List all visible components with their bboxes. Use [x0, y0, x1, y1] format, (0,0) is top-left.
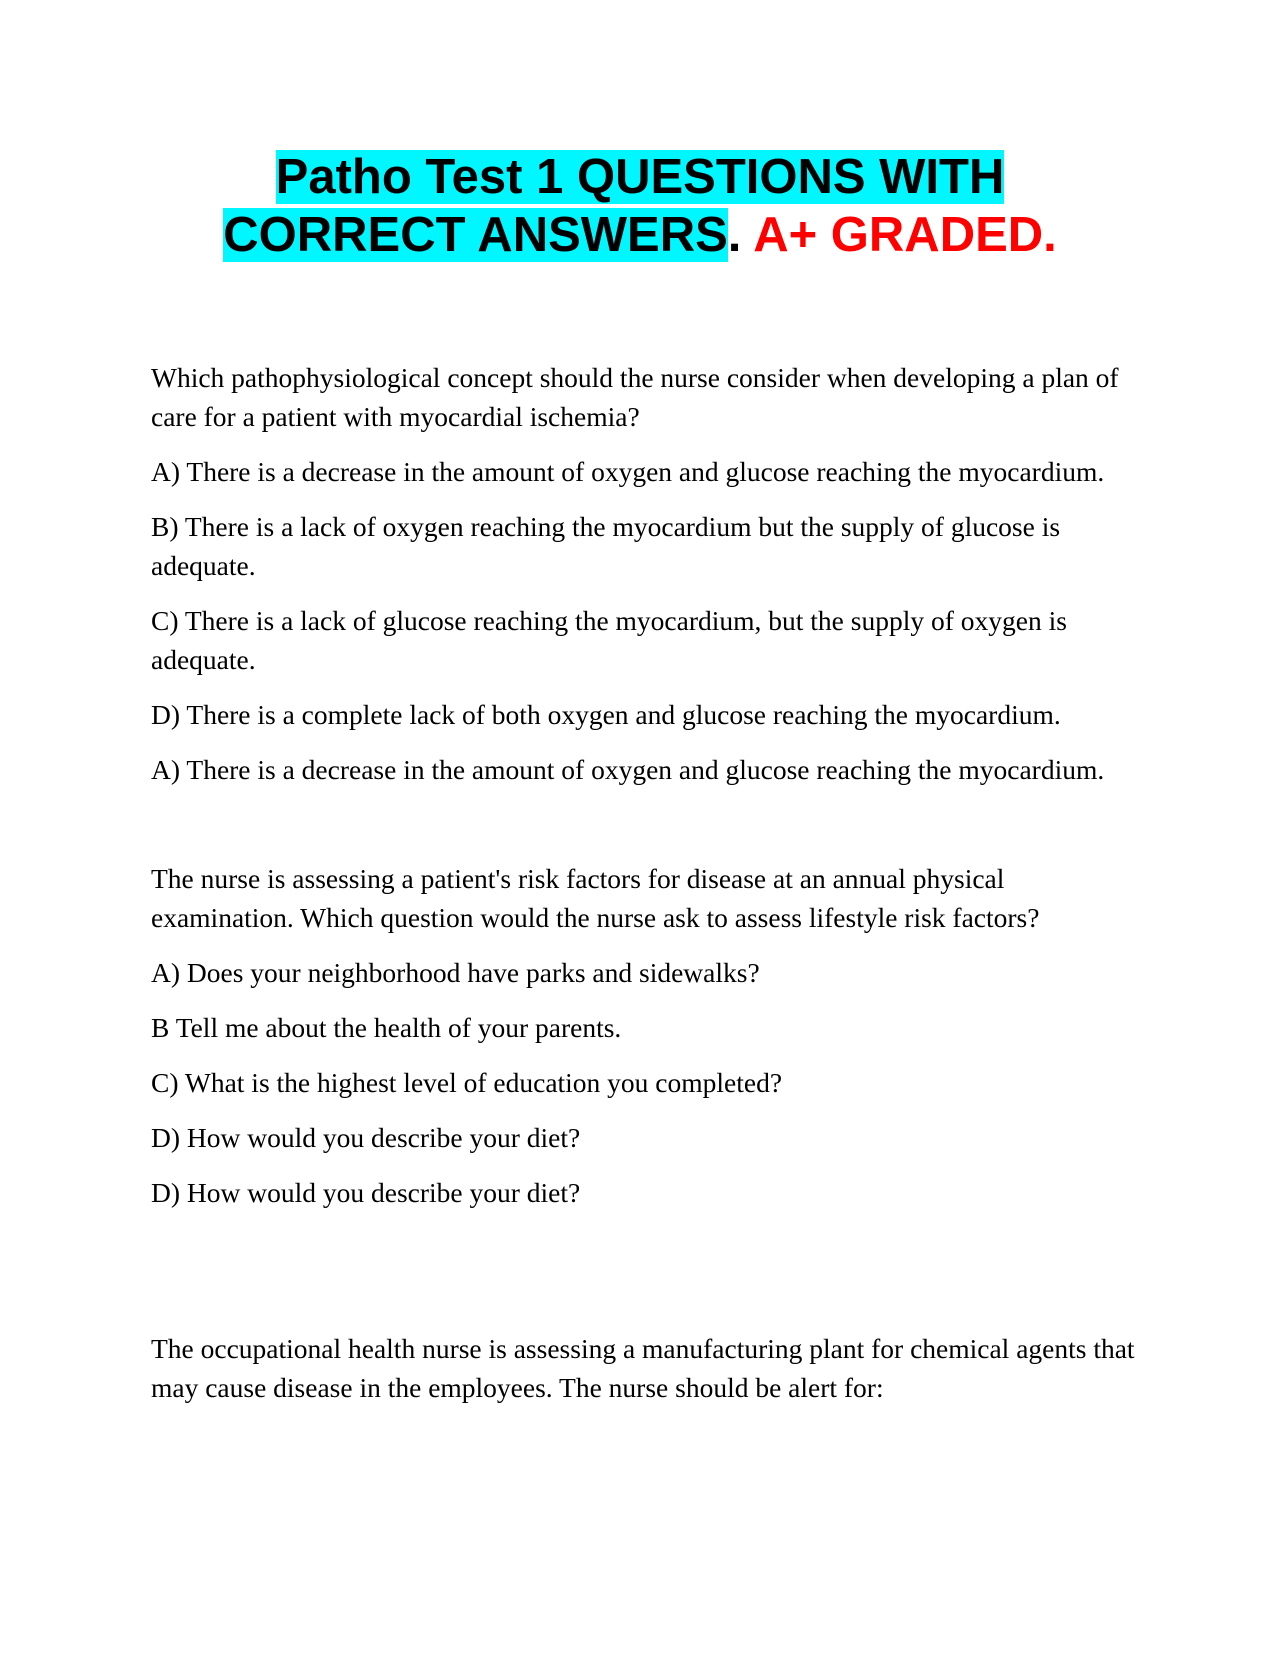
option-d: D) There is a complete lack of both oxygen and glucose reaching the myocardium. — [151, 699, 1061, 730]
question-spacer — [151, 789, 1136, 859]
question-stem: Which pathophysiological concept should the nurse consider when developing a plan of care for a patient with myocardial ischemia? — [151, 362, 1119, 432]
option-a: A) Does your neighborhood have parks and sidewalks? — [151, 957, 760, 988]
title-line-1: Patho Test 1 QUESTIONS WITH — [275, 150, 1005, 204]
option-d: D) How would you describe your diet? — [151, 1122, 581, 1153]
question-block-2 — [151, 859, 1136, 1212]
option-c: C) There is a lack of glucose reaching the myocardium, but the supply of oxygen is adequate. — [151, 605, 1067, 675]
question-block-3 — [151, 1329, 1136, 1407]
question-stem: The occupational health nurse is assessing a manufacturing plant for chemical agents that may cause disease in the employees. The nurse should be alert for: — [151, 1333, 1135, 1403]
correct-answer: D) How would you describe your diet? — [151, 1177, 581, 1208]
option-c: C) What is the highest level of education you completed? — [151, 1067, 783, 1098]
option-b: B Tell me about the health of your parents. — [151, 1012, 622, 1043]
option-b: B) There is a lack of oxygen reaching the myocardium but the supply of glucose is adequate. — [151, 511, 1061, 581]
option-a: A) There is a decrease in the amount of oxygen and glucose reaching the myocardium. — [151, 456, 1105, 487]
question-block-1 — [151, 358, 1136, 789]
question-stem: The nurse is assessing a patient's risk factors for disease at an annual physical examination. Which question would the nurse ask to assess lifestyle risk factors? — [151, 863, 1040, 933]
questions-body — [151, 358, 1136, 1407]
correct-answer: A) There is a decrease in the amount of oxygen and glucose reaching the myocardium. — [151, 754, 1105, 785]
title-period: . — [727, 208, 742, 262]
title-line-2: CORRECT ANSWERS — [223, 208, 728, 262]
question-spacer — [151, 1212, 1136, 1329]
grade-label: A+ GRADED. — [753, 208, 1057, 262]
document-title — [0, 148, 1280, 264]
